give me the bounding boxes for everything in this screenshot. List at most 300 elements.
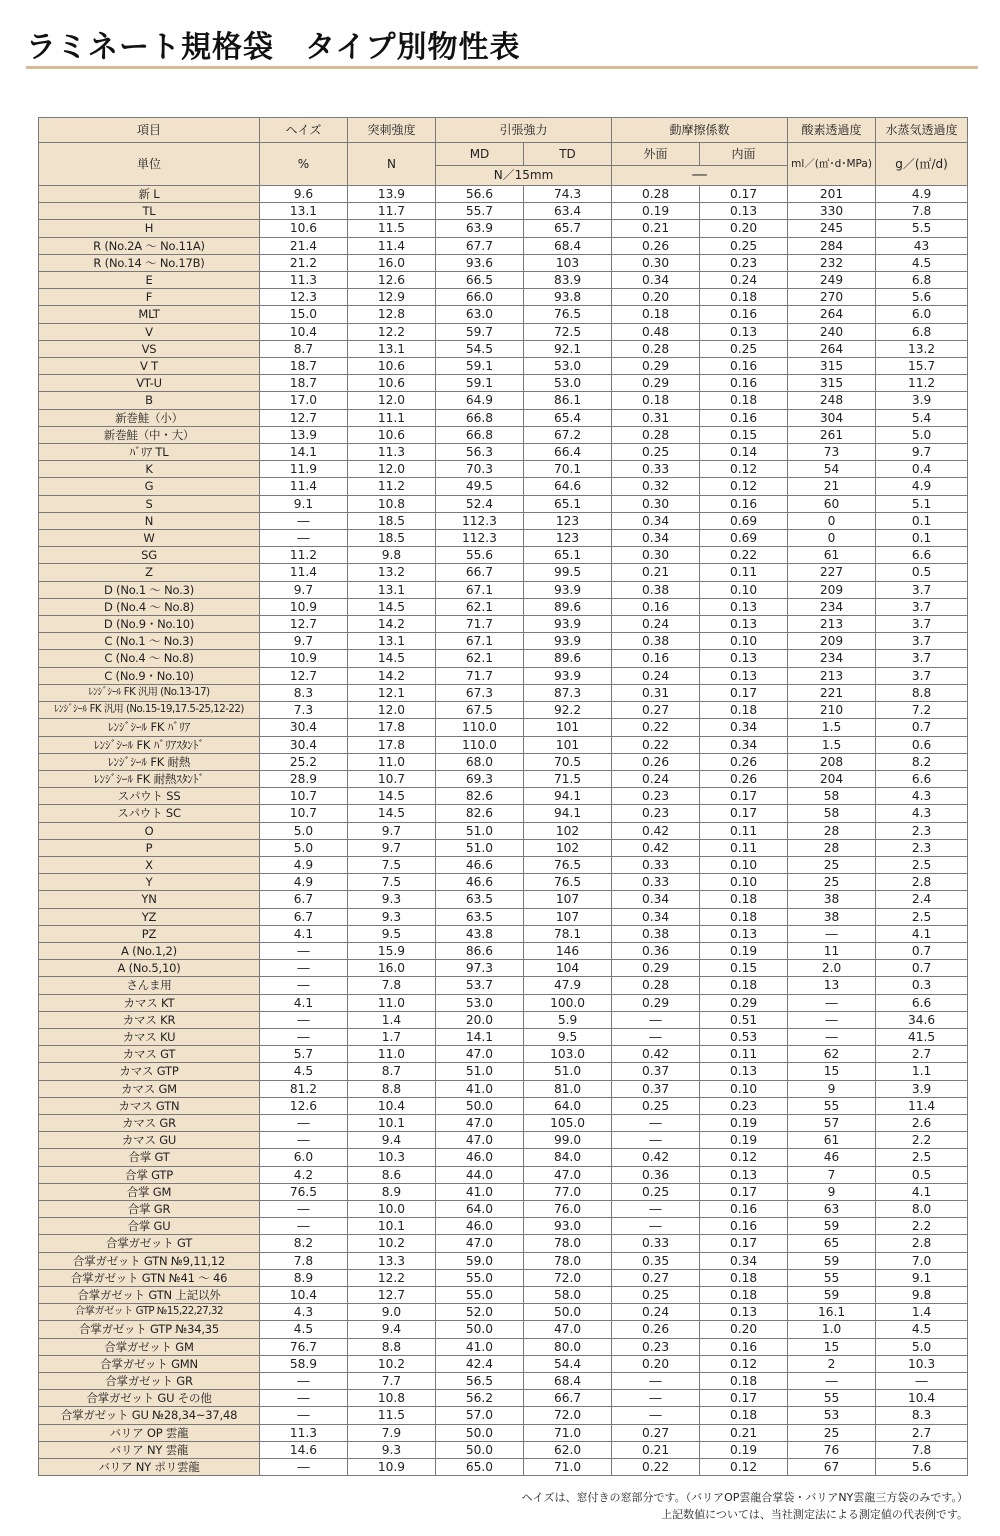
cell-friction-outer: 0.33 bbox=[612, 461, 700, 478]
cell-puncture: 9.8 bbox=[348, 547, 436, 564]
cell-oxygen: 210 bbox=[788, 702, 876, 719]
cell-vapor: 3.7 bbox=[876, 650, 968, 667]
cell-haze: 9.7 bbox=[260, 581, 348, 598]
cell-tensile-td: 93.8 bbox=[524, 289, 612, 306]
cell-oxygen: 209 bbox=[788, 581, 876, 598]
cell-tensile-md: 71.7 bbox=[436, 616, 524, 633]
cell-friction-outer: 0.30 bbox=[612, 547, 700, 564]
cell-vapor: 2.3 bbox=[876, 839, 968, 856]
cell-oxygen: 59 bbox=[788, 1252, 876, 1269]
cell-friction-inner: 0.10 bbox=[700, 633, 788, 650]
cell-type-name: SG bbox=[39, 547, 260, 564]
cell-puncture: 12.2 bbox=[348, 323, 436, 340]
cell-oxygen: 21 bbox=[788, 478, 876, 495]
cell-haze: 10.9 bbox=[260, 598, 348, 615]
cell-tensile-td: 123 bbox=[524, 530, 612, 547]
cell-friction-outer: 0.26 bbox=[612, 1321, 700, 1338]
cell-type-name: Z bbox=[39, 564, 260, 581]
cell-puncture: 13.1 bbox=[348, 581, 436, 598]
cell-tensile-md: 112.3 bbox=[436, 512, 524, 529]
table-row bbox=[39, 1183, 968, 1200]
cell-vapor: 4.3 bbox=[876, 788, 968, 805]
cell-puncture: 11.2 bbox=[348, 478, 436, 495]
cell-friction-inner: 0.15 bbox=[700, 960, 788, 977]
cell-puncture: 10.2 bbox=[348, 1235, 436, 1252]
cell-oxygen: 245 bbox=[788, 220, 876, 237]
cell-type-name: カマス GT bbox=[39, 1046, 260, 1063]
cell-puncture: 7.9 bbox=[348, 1424, 436, 1441]
cell-type-name: 合掌ガゼット GMN bbox=[39, 1355, 260, 1372]
cell-vapor: 2.2 bbox=[876, 1218, 968, 1235]
cell-type-name: K bbox=[39, 461, 260, 478]
cell-type-name: 合掌ガゼット GU その他 bbox=[39, 1390, 260, 1407]
table-row bbox=[39, 598, 968, 615]
cell-friction-outer: 0.18 bbox=[612, 392, 700, 409]
cell-tensile-td: 123 bbox=[524, 512, 612, 529]
cell-friction-outer: 0.28 bbox=[612, 426, 700, 443]
table-row bbox=[39, 736, 968, 753]
cell-vapor: 6.6 bbox=[876, 994, 968, 1011]
cell-type-name: 合掌ガゼット GTN №41 ～ 46 bbox=[39, 1269, 260, 1286]
cell-oxygen: 209 bbox=[788, 633, 876, 650]
cell-type-name: 合掌 GU bbox=[39, 1218, 260, 1235]
cell-oxygen: 270 bbox=[788, 289, 876, 306]
cell-haze: ― bbox=[260, 1200, 348, 1217]
header-tensile: 引張強力 bbox=[436, 118, 612, 143]
cell-friction-inner: 0.17 bbox=[700, 1183, 788, 1200]
cell-oxygen: 227 bbox=[788, 564, 876, 581]
cell-haze: 5.0 bbox=[260, 839, 348, 856]
cell-friction-outer: 0.26 bbox=[612, 753, 700, 770]
cell-tensile-td: 66.7 bbox=[524, 1390, 612, 1407]
cell-friction-inner: 0.12 bbox=[700, 1459, 788, 1476]
cell-tensile-md: 67.1 bbox=[436, 633, 524, 650]
cell-oxygen: 25 bbox=[788, 874, 876, 891]
cell-puncture: 11.5 bbox=[348, 220, 436, 237]
cell-vapor: 41.5 bbox=[876, 1028, 968, 1045]
cell-vapor: 0.5 bbox=[876, 564, 968, 581]
table-row bbox=[39, 478, 968, 495]
cell-friction-inner: 0.18 bbox=[700, 891, 788, 908]
cell-tensile-md: 52.0 bbox=[436, 1304, 524, 1321]
header-haze-unit: % bbox=[260, 143, 348, 186]
cell-oxygen: 248 bbox=[788, 392, 876, 409]
cell-type-name: ﾚﾝｼﾞｼｰﾙ FK ﾊﾞﾘｱ bbox=[39, 719, 260, 736]
cell-friction-inner: 0.10 bbox=[700, 581, 788, 598]
header-oxygen: 酸素透過度 bbox=[788, 118, 876, 143]
cell-friction-inner: 0.18 bbox=[700, 1407, 788, 1424]
page-title: ラミネート規格袋 タイプ別物性表 bbox=[26, 30, 521, 65]
header-tensile-unit: N／15mm bbox=[436, 166, 612, 186]
cell-friction-inner: 0.13 bbox=[700, 1063, 788, 1080]
cell-friction-inner: 0.16 bbox=[700, 306, 788, 323]
cell-puncture: 14.2 bbox=[348, 667, 436, 684]
cell-friction-inner: 0.23 bbox=[700, 254, 788, 271]
cell-tensile-td: 78.0 bbox=[524, 1252, 612, 1269]
cell-tensile-md: 50.0 bbox=[436, 1097, 524, 1114]
cell-friction-outer: 0.23 bbox=[612, 788, 700, 805]
table-row bbox=[39, 839, 968, 856]
cell-type-name: スパウト SS bbox=[39, 788, 260, 805]
cell-tensile-md: 59.1 bbox=[436, 358, 524, 375]
cell-friction-outer: 0.16 bbox=[612, 650, 700, 667]
cell-vapor: 7.8 bbox=[876, 1441, 968, 1458]
cell-friction-inner: 0.13 bbox=[700, 650, 788, 667]
cell-haze: ― bbox=[260, 1132, 348, 1149]
table-row bbox=[39, 684, 968, 701]
cell-friction-inner: 0.11 bbox=[700, 822, 788, 839]
cell-haze: 12.7 bbox=[260, 616, 348, 633]
cell-haze: 10.7 bbox=[260, 788, 348, 805]
cell-haze: 8.9 bbox=[260, 1269, 348, 1286]
cell-friction-inner: 0.12 bbox=[700, 478, 788, 495]
cell-tensile-td: 80.0 bbox=[524, 1338, 612, 1355]
cell-friction-outer: 0.42 bbox=[612, 839, 700, 856]
cell-friction-inner: 0.10 bbox=[700, 856, 788, 873]
cell-type-name: カマス GU bbox=[39, 1132, 260, 1149]
cell-tensile-md: 57.0 bbox=[436, 1407, 524, 1424]
cell-oxygen: 15 bbox=[788, 1063, 876, 1080]
cell-oxygen: 234 bbox=[788, 650, 876, 667]
table-row bbox=[39, 581, 968, 598]
cell-tensile-td: 101 bbox=[524, 719, 612, 736]
cell-type-name: C (No.1 ～ No.3) bbox=[39, 633, 260, 650]
cell-friction-inner: 0.18 bbox=[700, 977, 788, 994]
cell-friction-outer: 0.27 bbox=[612, 702, 700, 719]
cell-haze: 7.3 bbox=[260, 702, 348, 719]
cell-type-name: さんま用 bbox=[39, 977, 260, 994]
cell-friction-outer: 0.29 bbox=[612, 994, 700, 1011]
cell-oxygen: 60 bbox=[788, 495, 876, 512]
cell-type-name: スパウト SC bbox=[39, 805, 260, 822]
cell-vapor: 3.7 bbox=[876, 581, 968, 598]
cell-vapor: 4.5 bbox=[876, 254, 968, 271]
table-row bbox=[39, 1097, 968, 1114]
cell-friction-inner: 0.14 bbox=[700, 444, 788, 461]
cell-haze: 8.3 bbox=[260, 684, 348, 701]
cell-tensile-md: 66.5 bbox=[436, 272, 524, 289]
cell-friction-outer: 0.27 bbox=[612, 1424, 700, 1441]
cell-friction-inner: 0.12 bbox=[700, 1149, 788, 1166]
cell-tensile-md: 50.0 bbox=[436, 1441, 524, 1458]
header-unit: 単位 bbox=[39, 143, 260, 186]
cell-tensile-td: 51.0 bbox=[524, 1063, 612, 1080]
cell-tensile-td: 84.0 bbox=[524, 1149, 612, 1166]
table-row bbox=[39, 272, 968, 289]
cell-oxygen: 213 bbox=[788, 616, 876, 633]
cell-tensile-td: 83.9 bbox=[524, 272, 612, 289]
table-row bbox=[39, 960, 968, 977]
cell-oxygen: 284 bbox=[788, 237, 876, 254]
cell-haze: 5.0 bbox=[260, 822, 348, 839]
cell-oxygen: 1.0 bbox=[788, 1321, 876, 1338]
cell-tensile-td: 94.1 bbox=[524, 788, 612, 805]
table-row bbox=[39, 770, 968, 787]
cell-vapor: 10.3 bbox=[876, 1355, 968, 1372]
cell-vapor: 5.0 bbox=[876, 1338, 968, 1355]
cell-friction-inner: 0.17 bbox=[700, 1235, 788, 1252]
cell-puncture: 14.5 bbox=[348, 805, 436, 822]
cell-oxygen: 1.5 bbox=[788, 736, 876, 753]
cell-haze: 6.7 bbox=[260, 891, 348, 908]
cell-vapor: 4.9 bbox=[876, 186, 968, 203]
cell-tensile-td: 58.0 bbox=[524, 1287, 612, 1304]
cell-vapor: 3.7 bbox=[876, 667, 968, 684]
cell-haze: ― bbox=[260, 977, 348, 994]
cell-tensile-md: 50.0 bbox=[436, 1321, 524, 1338]
cell-friction-inner: 0.19 bbox=[700, 1132, 788, 1149]
cell-type-name: 新 L bbox=[39, 186, 260, 203]
cell-haze: 6.7 bbox=[260, 908, 348, 925]
cell-haze: 12.7 bbox=[260, 667, 348, 684]
cell-tensile-td: 93.0 bbox=[524, 1218, 612, 1235]
cell-vapor: 6.6 bbox=[876, 770, 968, 787]
cell-friction-inner: 0.51 bbox=[700, 1011, 788, 1028]
cell-friction-inner: 0.12 bbox=[700, 1355, 788, 1372]
cell-haze: 10.7 bbox=[260, 805, 348, 822]
table-row bbox=[39, 1149, 968, 1166]
cell-tensile-td: 70.5 bbox=[524, 753, 612, 770]
table-row bbox=[39, 564, 968, 581]
cell-oxygen: ― bbox=[788, 1373, 876, 1390]
cell-tensile-md: 47.0 bbox=[436, 1235, 524, 1252]
cell-type-name: バリア NY 雲龍 bbox=[39, 1441, 260, 1458]
cell-tensile-td: 65.1 bbox=[524, 495, 612, 512]
cell-friction-inner: 0.15 bbox=[700, 426, 788, 443]
cell-haze: 11.4 bbox=[260, 564, 348, 581]
cell-tensile-td: 65.7 bbox=[524, 220, 612, 237]
cell-tensile-td: 9.5 bbox=[524, 1028, 612, 1045]
cell-friction-inner: 0.18 bbox=[700, 908, 788, 925]
table-row bbox=[39, 1287, 968, 1304]
cell-friction-inner: 0.34 bbox=[700, 719, 788, 736]
cell-type-name: 合掌ガゼット GU №28,34~37,48 bbox=[39, 1407, 260, 1424]
cell-tensile-td: 78.1 bbox=[524, 925, 612, 942]
cell-friction-inner: 0.13 bbox=[700, 925, 788, 942]
cell-puncture: 12.8 bbox=[348, 306, 436, 323]
table-row bbox=[39, 856, 968, 873]
cell-friction-inner: 0.26 bbox=[700, 770, 788, 787]
cell-haze: 58.9 bbox=[260, 1355, 348, 1372]
cell-friction-outer: 0.34 bbox=[612, 272, 700, 289]
cell-vapor: 7.8 bbox=[876, 203, 968, 220]
cell-friction-inner: 0.34 bbox=[700, 1252, 788, 1269]
table-header bbox=[39, 118, 968, 186]
cell-friction-inner: 0.19 bbox=[700, 1114, 788, 1131]
cell-friction-outer: 0.26 bbox=[612, 237, 700, 254]
cell-friction-outer: 0.33 bbox=[612, 1235, 700, 1252]
table-row bbox=[39, 375, 968, 392]
cell-tensile-td: 93.9 bbox=[524, 616, 612, 633]
cell-vapor: 9.7 bbox=[876, 444, 968, 461]
cell-tensile-md: 54.5 bbox=[436, 340, 524, 357]
cell-tensile-td: 74.3 bbox=[524, 186, 612, 203]
cell-vapor: 3.9 bbox=[876, 392, 968, 409]
cell-vapor: 6.0 bbox=[876, 306, 968, 323]
cell-puncture: 14.5 bbox=[348, 650, 436, 667]
cell-puncture: 7.5 bbox=[348, 874, 436, 891]
cell-haze: 4.9 bbox=[260, 874, 348, 891]
cell-tensile-md: 59.1 bbox=[436, 375, 524, 392]
cell-friction-outer: ― bbox=[612, 1028, 700, 1045]
cell-haze: 14.1 bbox=[260, 444, 348, 461]
cell-haze: 28.9 bbox=[260, 770, 348, 787]
cell-puncture: 10.6 bbox=[348, 375, 436, 392]
cell-tensile-md: 55.0 bbox=[436, 1287, 524, 1304]
cell-friction-inner: 0.16 bbox=[700, 1218, 788, 1235]
cell-oxygen: 58 bbox=[788, 788, 876, 805]
cell-puncture: 11.4 bbox=[348, 237, 436, 254]
cell-type-name: 合掌ガゼット GTN №9,11,12 bbox=[39, 1252, 260, 1269]
cell-tensile-md: 110.0 bbox=[436, 719, 524, 736]
cell-haze: 4.2 bbox=[260, 1166, 348, 1183]
cell-type-name: カマス KU bbox=[39, 1028, 260, 1045]
cell-vapor: 15.7 bbox=[876, 358, 968, 375]
cell-haze: 30.4 bbox=[260, 719, 348, 736]
cell-haze: 21.2 bbox=[260, 254, 348, 271]
cell-tensile-md: 82.6 bbox=[436, 805, 524, 822]
cell-tensile-td: 105.0 bbox=[524, 1114, 612, 1131]
cell-oxygen: 28 bbox=[788, 839, 876, 856]
cell-haze: ― bbox=[260, 1218, 348, 1235]
cell-friction-inner: 0.13 bbox=[700, 203, 788, 220]
cell-friction-inner: 0.13 bbox=[700, 1304, 788, 1321]
cell-friction-outer: ― bbox=[612, 1407, 700, 1424]
cell-oxygen: 204 bbox=[788, 770, 876, 787]
cell-oxygen: 61 bbox=[788, 547, 876, 564]
cell-haze: 21.4 bbox=[260, 237, 348, 254]
cell-puncture: 10.2 bbox=[348, 1355, 436, 1372]
cell-vapor: 2.5 bbox=[876, 1149, 968, 1166]
cell-puncture: 9.5 bbox=[348, 925, 436, 942]
cell-oxygen: 264 bbox=[788, 340, 876, 357]
cell-vapor: 6.6 bbox=[876, 547, 968, 564]
cell-oxygen: 249 bbox=[788, 272, 876, 289]
table-row bbox=[39, 237, 968, 254]
cell-tensile-md: 55.0 bbox=[436, 1269, 524, 1286]
cell-friction-outer: 0.27 bbox=[612, 1269, 700, 1286]
cell-oxygen: 67 bbox=[788, 1459, 876, 1476]
cell-vapor: 0.7 bbox=[876, 942, 968, 959]
cell-oxygen: 76 bbox=[788, 1441, 876, 1458]
table-row bbox=[39, 925, 968, 942]
cell-friction-outer: 0.34 bbox=[612, 512, 700, 529]
cell-puncture: 14.5 bbox=[348, 598, 436, 615]
table-row bbox=[39, 1235, 968, 1252]
cell-type-name: ﾚﾝｼﾞｼｰﾙ FK 耐熱ｽﾀﾝﾄﾞ bbox=[39, 770, 260, 787]
cell-puncture: 9.4 bbox=[348, 1321, 436, 1338]
cell-type-name: ﾚﾝｼﾞｼｰﾙ FK 汎用 (No.13-17) bbox=[39, 684, 260, 701]
cell-friction-outer: 0.29 bbox=[612, 375, 700, 392]
cell-vapor: 0.5 bbox=[876, 1166, 968, 1183]
cell-friction-inner: 0.20 bbox=[700, 220, 788, 237]
cell-friction-inner: 0.17 bbox=[700, 1390, 788, 1407]
cell-tensile-md: 56.5 bbox=[436, 1373, 524, 1390]
cell-friction-outer: ― bbox=[612, 1390, 700, 1407]
cell-haze: 30.4 bbox=[260, 736, 348, 753]
cell-puncture: 8.6 bbox=[348, 1166, 436, 1183]
table-row bbox=[39, 1407, 968, 1424]
header-oxygen-unit: ml／(㎡･d･MPa) bbox=[788, 143, 876, 186]
cell-oxygen: 55 bbox=[788, 1097, 876, 1114]
cell-tensile-td: 92.2 bbox=[524, 702, 612, 719]
cell-haze: 12.6 bbox=[260, 1097, 348, 1114]
cell-friction-outer: 0.28 bbox=[612, 340, 700, 357]
cell-vapor: 0.1 bbox=[876, 530, 968, 547]
cell-type-name: 合掌 GT bbox=[39, 1149, 260, 1166]
cell-vapor: 4.3 bbox=[876, 805, 968, 822]
cell-friction-outer: 0.23 bbox=[612, 805, 700, 822]
cell-haze: 12.7 bbox=[260, 409, 348, 426]
cell-tensile-td: 71.0 bbox=[524, 1459, 612, 1476]
cell-puncture: 14.5 bbox=[348, 788, 436, 805]
cell-friction-inner: 0.34 bbox=[700, 736, 788, 753]
cell-tensile-td: 65.1 bbox=[524, 547, 612, 564]
cell-vapor: 4.5 bbox=[876, 1321, 968, 1338]
cell-friction-outer: 0.24 bbox=[612, 770, 700, 787]
cell-friction-outer: ― bbox=[612, 1218, 700, 1235]
cell-haze: 13.9 bbox=[260, 426, 348, 443]
cell-friction-outer: 0.31 bbox=[612, 409, 700, 426]
table-row bbox=[39, 1355, 968, 1372]
cell-tensile-md: 46.0 bbox=[436, 1218, 524, 1235]
cell-oxygen: 234 bbox=[788, 598, 876, 615]
cell-tensile-td: 63.4 bbox=[524, 203, 612, 220]
cell-friction-inner: 0.18 bbox=[700, 1269, 788, 1286]
cell-haze: 15.0 bbox=[260, 306, 348, 323]
cell-vapor: 6.8 bbox=[876, 272, 968, 289]
cell-haze: 9.7 bbox=[260, 633, 348, 650]
cell-haze: 11.3 bbox=[260, 272, 348, 289]
cell-type-name: C (No.9・No.10) bbox=[39, 667, 260, 684]
cell-type-name: VT-U bbox=[39, 375, 260, 392]
cell-oxygen: 213 bbox=[788, 667, 876, 684]
header-vapor: 水蒸気透過度 bbox=[876, 118, 968, 143]
cell-friction-outer: 0.19 bbox=[612, 203, 700, 220]
cell-tensile-td: 47.9 bbox=[524, 977, 612, 994]
cell-haze: 10.4 bbox=[260, 323, 348, 340]
table-row bbox=[39, 547, 968, 564]
cell-tensile-md: 71.7 bbox=[436, 667, 524, 684]
cell-type-name: ﾚﾝｼﾞｼｰﾙ FK ﾊﾞﾘｱｽﾀﾝﾄﾞ bbox=[39, 736, 260, 753]
cell-puncture: 10.1 bbox=[348, 1218, 436, 1235]
cell-puncture: 10.6 bbox=[348, 426, 436, 443]
cell-oxygen: 16.1 bbox=[788, 1304, 876, 1321]
cell-vapor: 7.2 bbox=[876, 702, 968, 719]
cell-tensile-md: 56.6 bbox=[436, 186, 524, 203]
cell-oxygen: 208 bbox=[788, 753, 876, 770]
cell-oxygen: 240 bbox=[788, 323, 876, 340]
cell-friction-inner: 0.26 bbox=[700, 753, 788, 770]
cell-type-name: YN bbox=[39, 891, 260, 908]
cell-vapor: 10.4 bbox=[876, 1390, 968, 1407]
cell-tensile-td: 68.4 bbox=[524, 237, 612, 254]
cell-tensile-md: 59.0 bbox=[436, 1252, 524, 1269]
table-row bbox=[39, 1114, 968, 1131]
cell-tensile-md: 66.8 bbox=[436, 426, 524, 443]
cell-puncture: 10.8 bbox=[348, 1390, 436, 1407]
table-row bbox=[39, 220, 968, 237]
cell-oxygen: 58 bbox=[788, 805, 876, 822]
cell-type-name: R (No.2A ～ No.11A) bbox=[39, 237, 260, 254]
cell-oxygen: 330 bbox=[788, 203, 876, 220]
cell-vapor: 2.2 bbox=[876, 1132, 968, 1149]
cell-tensile-md: 67.3 bbox=[436, 684, 524, 701]
cell-tensile-md: 56.3 bbox=[436, 444, 524, 461]
cell-tensile-td: 68.4 bbox=[524, 1373, 612, 1390]
cell-friction-outer: 0.24 bbox=[612, 667, 700, 684]
cell-tensile-td: 62.0 bbox=[524, 1441, 612, 1458]
